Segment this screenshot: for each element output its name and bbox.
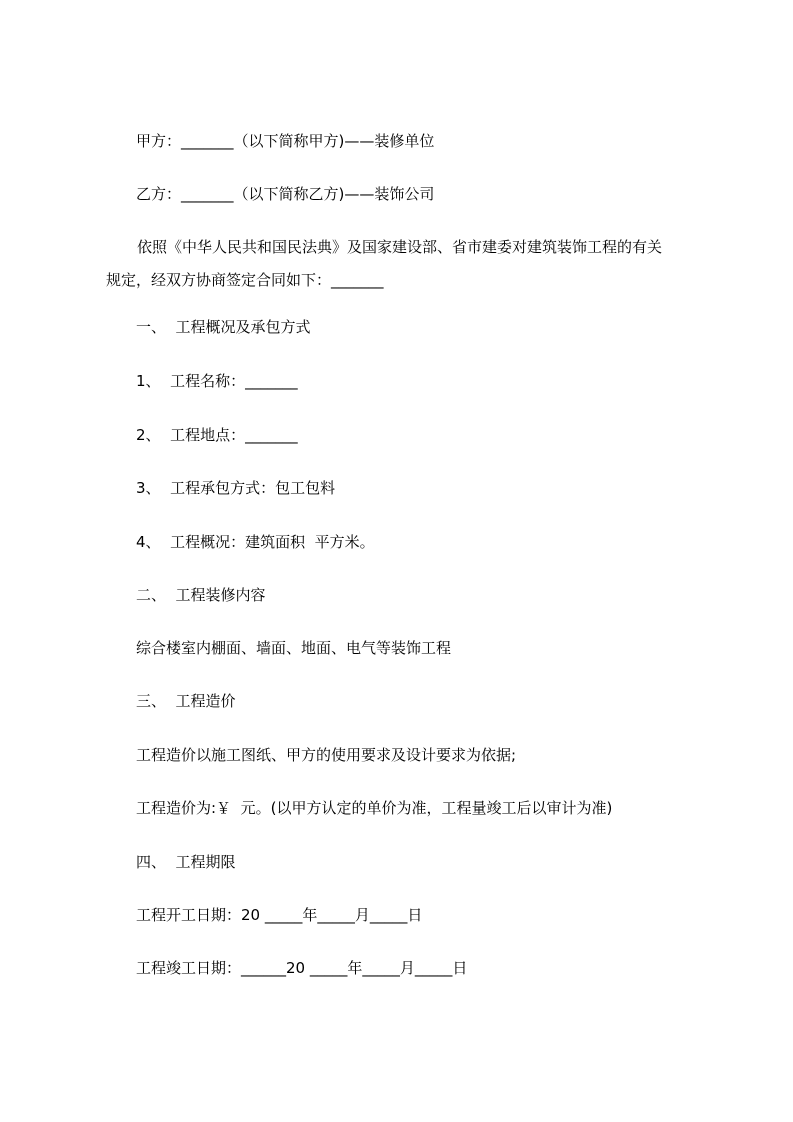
section-1-title: 一、 工程概况及承包方式 bbox=[136, 318, 311, 336]
section-3-basis: 工程造价以施工图纸、甲方的使用要求及设计要求为依据; bbox=[136, 746, 517, 764]
item-3-contract-method: 3、 工程承包方式：包工包料 bbox=[136, 479, 336, 497]
start-date-line: 工程开工日期：20 _____年_____月_____日 bbox=[136, 906, 423, 924]
item-1-project-name: 1、 工程名称：_______ bbox=[136, 372, 298, 390]
item-4-project-overview: 4、 工程概况：建筑面积 平方米。 bbox=[136, 533, 375, 551]
preamble-paragraph bbox=[106, 237, 706, 290]
section-3-price: 工程造价为:￥ 元。(以甲方认定的单价为准，工程量竣工后以审计为准) bbox=[136, 799, 613, 817]
section-4-title: 四、 工程期限 bbox=[136, 853, 236, 871]
preamble-line-2: 规定，经双方协商签定合同如下：_______ bbox=[106, 271, 384, 289]
item-2-project-location: 2、 工程地点：_______ bbox=[136, 426, 298, 444]
preamble-line-1: 依照《中华人民共和国民法典》及国家建设部、省市建委对建筑装饰工程的有关 bbox=[137, 238, 663, 256]
section-2-title: 二、 工程装修内容 bbox=[136, 586, 266, 604]
party-a-line: 甲方：_______（以下简称甲方)——装修单位 bbox=[136, 132, 435, 150]
section-2-body: 综合楼室内棚面、墙面、地面、电气等装饰工程 bbox=[136, 639, 452, 657]
end-date-line: 工程竣工日期：______20 _____年_____月_____日 bbox=[136, 959, 468, 977]
section-3-title: 三、 工程造价 bbox=[136, 692, 236, 710]
party-b-line: 乙方：_______（以下简称乙方)——装饰公司 bbox=[136, 185, 435, 203]
